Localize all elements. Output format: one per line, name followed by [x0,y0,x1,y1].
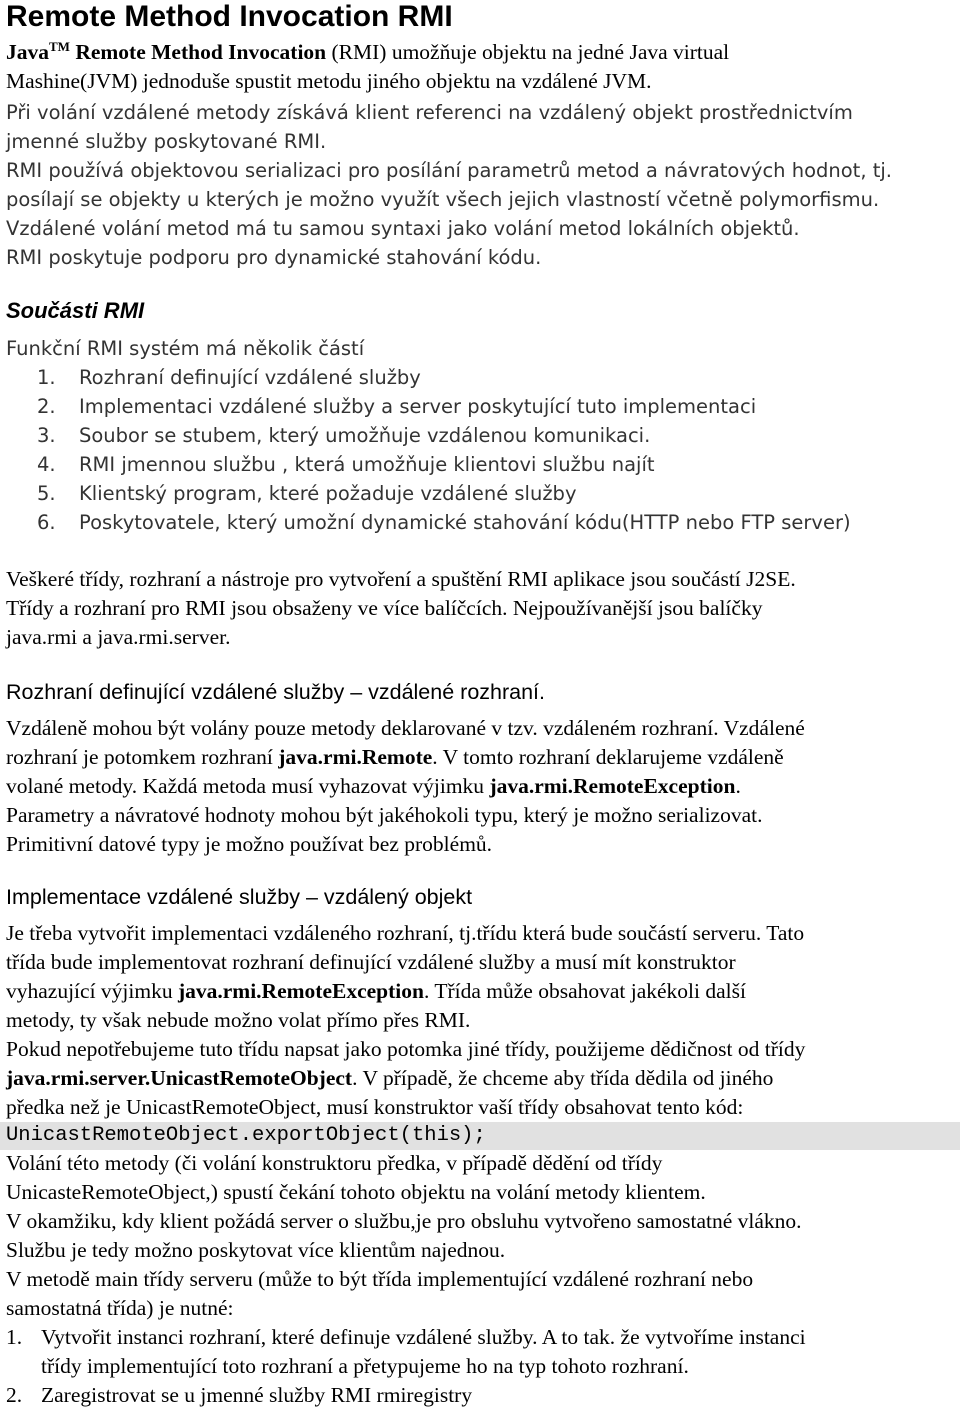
list-text: Zaregistrovat se u jmenné služby RMI rmiregistry [41,1383,473,1407]
list-item [6,421,956,450]
list-text: RMI jmennou službu , která umožňuje klientovi službu najít [79,453,655,476]
interface-paragraph [6,714,956,859]
components-heading: Součásti RMI [6,298,145,323]
list-item [6,508,956,537]
impl-line: Je třeba vytvořit implementaci vzdáleného rozhraní, tj.třídu která bude součástí serveru. Tato [6,921,805,945]
list-number: 2. [37,395,56,418]
impl-line: Volání této metody (či volání konstruktoru předka, v případě dědění od třídy [6,1151,663,1175]
list-text: Vytvořit instanci rozhraní, které definuje vzdálené služby. A to tak. že vytvoříme instanci [41,1325,806,1349]
list-item [6,479,956,508]
intro-detail-line: Při volání vzdálené metody získává klient referenci na vzdálený objekt prostřednictvím [6,101,853,124]
j2se-line: Veškeré třídy, rozhraní a nástroje pro vytvoření a spuštění RMI aplikace jsou součástí J2SE. [6,567,796,591]
class-name: java.rmi.RemoteException [489,774,736,798]
list-text: Implementaci vzdálené služby a server poskytující tuto implementaci [79,395,757,418]
text-run: rozhraní je potomkem rozhraní [6,745,279,769]
list-item [6,363,956,392]
text-run: . [735,774,741,798]
intro-line-1 [6,38,956,67]
list-text: Klientský program, které požaduje vzdálené služby [79,482,577,505]
code-snippet: UnicastRemoteObject.exportObject(this); [0,1122,960,1150]
intro-detail-line: jmenné služby poskytované RMI. [6,130,327,153]
intro-detail-line: RMI používá objektovou serializaci pro posílání parametrů metod a návratových hodnot, tj. [6,159,892,182]
interface-line: Vzdáleně mohou být volány pouze metody deklarované v tzv. vzdáleném rozhraní. Vzdálené [6,716,805,740]
list-text: Poskytovatele, který umožní dynamické stahování kódu(HTTP nebo FTP server) [79,511,851,534]
list-number: 4. [37,453,56,476]
interface-line [6,743,956,772]
implementation-paragraph-2 [6,1149,956,1410]
j2se-paragraph [6,565,956,652]
intro-details [6,98,956,272]
list-text: Soubor se stubem, který umožňuje vzdálenou komunikaci. [79,424,651,447]
intro-paragraph [6,38,956,96]
intro-detail-line: posílají se objekty u kterých je možno využít všech jejich vlastností včetně polymorfismu. [6,188,880,211]
list-number: 5. [37,482,56,505]
impl-line: předka než je UnicastRemoteObject, musí konstruktor vaší třídy obsahovat tento kód: [6,1095,744,1119]
list-number: 2. [6,1383,23,1407]
implementation-heading: Implementace vzdálené služby – vzdálený objekt [6,885,473,909]
implementation-paragraph [6,919,956,1122]
j2se-line: java.rmi a java.rmi.server. [6,625,231,649]
intro-line-1-text: (RMI) umožňuje objektu na jedné Java virtual [326,40,730,64]
j2se-line: Třídy a rozhraní pro RMI jsou obsaženy ve více balíčcích. Nejpoužívanější jsou balíčky [6,596,763,620]
list-item [6,1381,956,1410]
text-run: . V tomto rozhraní deklarujeme vzdáleně [432,745,784,769]
class-name: java.rmi.RemoteException [177,979,424,1003]
impl-line [6,977,956,1006]
impl-line: metody, ty však nebude možno volat přímo přes RMI. [6,1008,471,1032]
class-name: java.rmi.server.UnicastRemoteObject [6,1066,353,1090]
impl-line [6,1064,956,1093]
impl-line: V metodě main třídy serveru (může to být třída implementující vzdálené rozhraní nebo [6,1267,754,1291]
page-title: Remote Method Invocation RMI [6,0,453,33]
server-steps-list [6,1323,956,1410]
list-item [6,450,956,479]
list-item [6,1323,956,1381]
intro-detail-line: RMI poskytuje podporu pro dynamické stahování kódu. [6,246,542,269]
impl-line: V okamžiku, kdy klient požádá server o službu,je pro obsluhu vytvořeno samostatné vlákno. [6,1209,802,1233]
java-brand: Java [6,40,49,64]
interface-line: Primitivní datové typy je možno používat bez problémů. [6,832,493,856]
impl-line: třída bude implementovat rozhraní definující vzdálené služby a musí mít konstruktor [6,950,736,974]
components-list [6,363,956,537]
interface-heading: Rozhraní definující vzdálené služby – vzdálené rozhraní. [6,680,546,704]
list-number: 3. [37,424,56,447]
text-run: . V případě, že chceme aby třída dědila od jiného [352,1066,774,1090]
interface-line: Parametry a návratové hodnoty mohou být jakéhokoli typu, který je možno serializovat. [6,803,763,827]
intro-line-2: Mashine(JVM) jednoduše spustit metodu jiného objektu na vzdálené JVM. [6,69,652,93]
text-run: . Třída může obsahovat jakékoli další [423,979,746,1003]
list-text: Rozhraní definující vzdálené služby [79,366,421,389]
components-lead: Funkční RMI systém má několik částí [6,337,365,360]
trademark-mark: TM [49,38,70,54]
list-number: 6. [37,511,56,534]
text-run: volané metody. Každá metoda musí vyhazovat výjimku [6,774,490,798]
impl-line: UnicasteRemoteObject,) spustí čekání tohoto objektu na volání metody klientem. [6,1180,706,1204]
list-number: 1. [6,1325,23,1349]
rmi-brand: Remote Method Invocation [75,40,327,64]
impl-line: Službu je tedy možno poskytovat více klientům najednou. [6,1238,506,1262]
class-name: java.rmi.Remote [278,745,433,769]
impl-line: samostatná třída) je nutné: [6,1296,234,1320]
interface-line [6,772,956,801]
list-item [6,392,956,421]
list-text: třídy implementující toto rozhraní a přetypujeme ho na typ tohoto rozhraní. [41,1354,689,1378]
components-section [6,334,956,537]
intro-detail-line: Vzdálené volání metod má tu samou syntaxi jako volání metod lokálních objektů. [6,217,800,240]
list-number: 1. [37,366,56,389]
text-run: vyhazující výjimku [6,979,178,1003]
impl-line: Pokud nepotřebujeme tuto třídu napsat jako potomka jiné třídy, použijeme dědičnost od třídy [6,1037,806,1061]
